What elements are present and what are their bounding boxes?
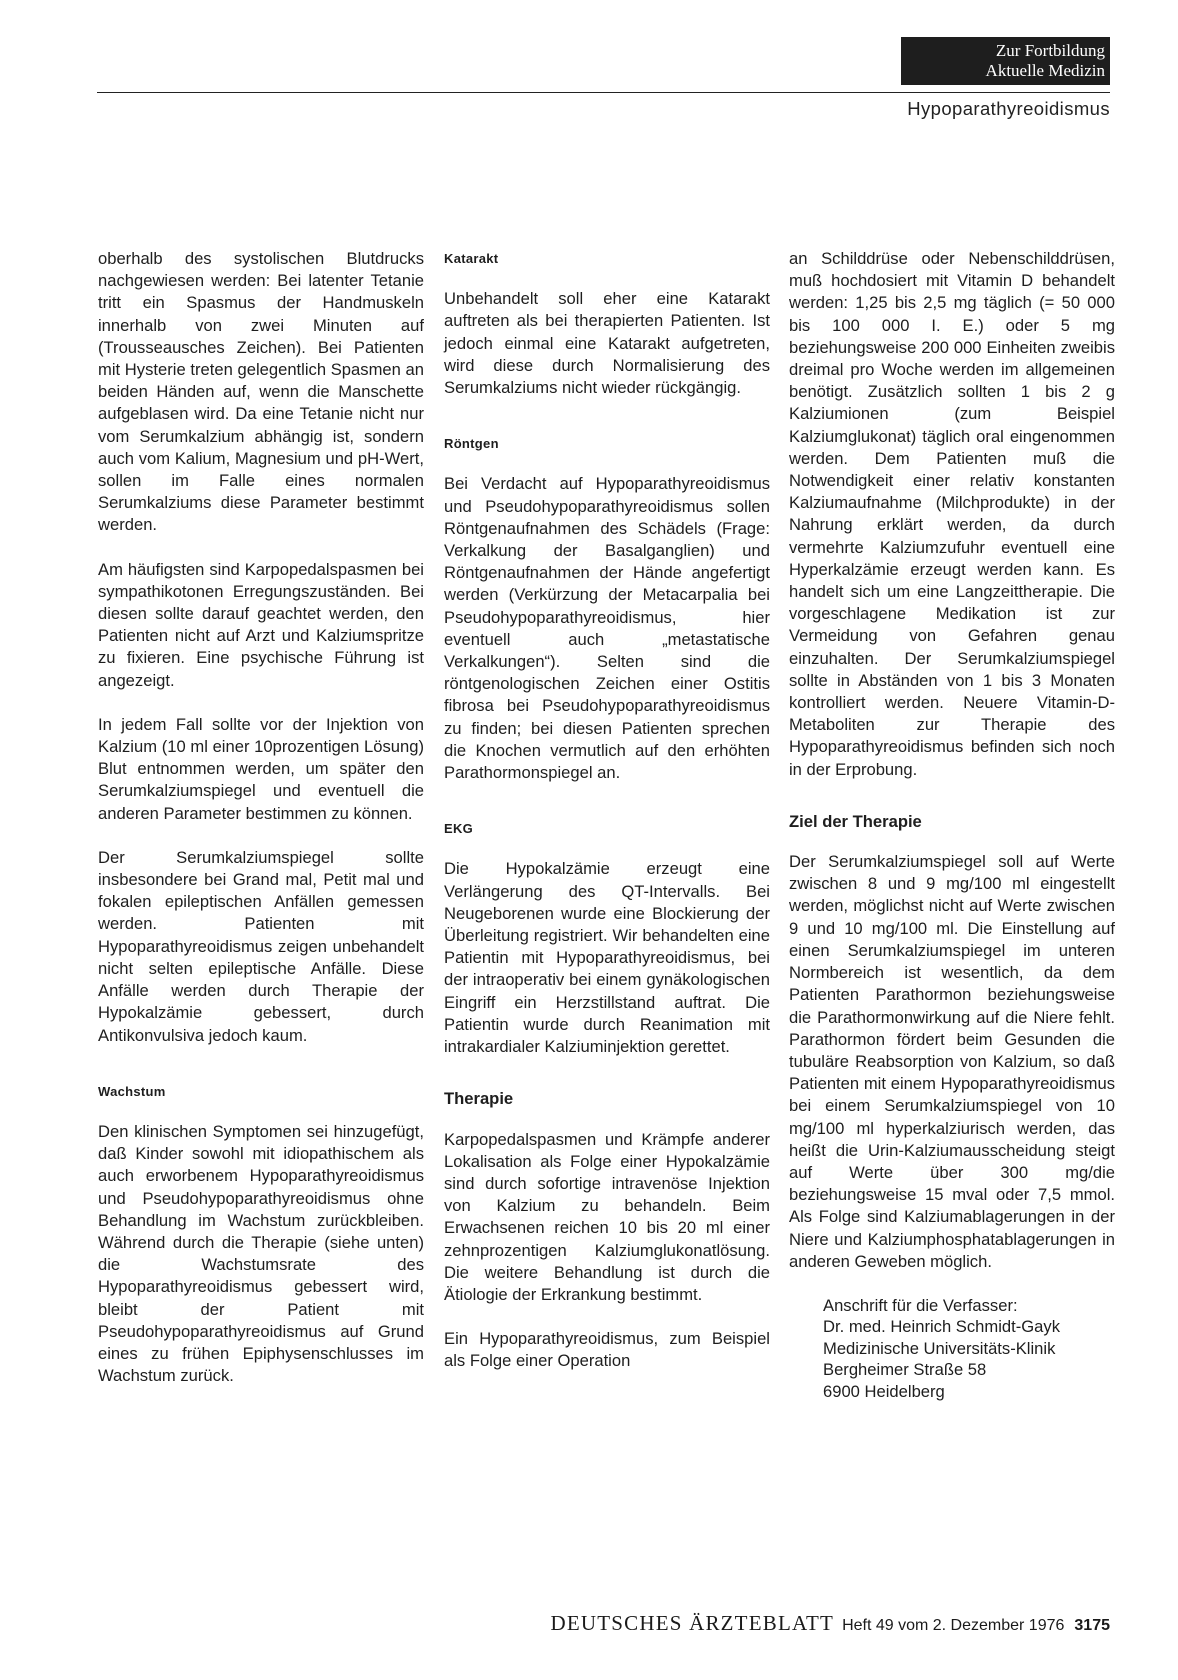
badge-line-medizin: Aktuelle Medizin: [985, 61, 1105, 80]
paragraph: Unbehandelt soll eher eine Katarakt auftreten als bei therapierten Patienten. Ist jedoch einmal eine Katarakt aufgetreten, wird diese durch Normalisierung des Serumkalziums nicht wieder rückgängig.: [444, 289, 770, 398]
issue-info: Heft 49 vom 2. Dezember 1976: [842, 1617, 1065, 1634]
paragraph: In jedem Fall sollte vor der Injektion von Kalzium (10 ml einer 10prozentigen Lösung) Blut entnommen werden, um später den Serumkalziumspiegel und eventuell die anderen Parameter bestimmen zu können.: [98, 714, 424, 823]
address-line: Bergheimer Straße 58: [823, 1360, 987, 1380]
paragraph: oberhalb des systolischen Blutdrucks nachgewiesen werden: Bei latenter Tetanie tritt ein Spasmus der Handmuskeln innerhalb von zwei Minuten auf (Trousseausches Zeichen). Bei Patienten mit Hysterie treten gelegentlich Spasmen an beiden Händen auf, wenn die Manschette aufgeblasen wird. Da eine Tetanie nicht nur vom Serumkalzium abhängig ist, sondern auch vom Kalium, Magnesium und pH-Wert, sollen im Falle eines normalen Serumkalziums diese Parameter bestimmt werden.: [98, 249, 424, 535]
address-line: 6900 Heidelberg: [823, 1381, 945, 1401]
paragraph: an Schilddrüse oder Nebenschilddrüsen, muß hochdosiert mit Vitamin D behandelt werden: 1,25 bis 2,5 mg täglich (= 50 000 bis 100 000 I. E.) oder 5 mg beziehungsweise 200 000 Einheiten zweibis dreimal pro Woche werden im allgemeinen benötigt. Zusätzlich sollten 1 bis 2 g Kalziumionen (zum Beispiel Kalziumglukonat) täglich oral eingenommen werden. Dem Patienten muß die Notwendigkeit einer relativ konstanten Kalziumaufnahme (Milchprodukte) in der Nahrung erklärt werden, da durch vermehrte Kalziumzufuhr eventuell eine Hyperkalzämie erzeugt werden kann. Es handelt sich um eine Langzeittherapie. Die vorgeschlagene Medikation ist zur Vermeidung von Gefahren genau einzuhalten. Der Serumkalziumspiegel sollte in Abständen von 1 bis 3 Monaten kontrolliert werden. Neuere Vitamin-D-Metaboliten zur Therapie des Hypoparathyreoidismus befinden sich noch in der Erprobung.: [789, 249, 1115, 779]
paragraph: Den klinischen Symptomen sei hinzugefügt, daß Kinder sowohl mit idiopathischem als auch erworbenem Hypoparathyreoidismus und Pseudohypoparathyreoidismus ohne Behandlung im Wachstum zurückbleiben. Während durch die Therapie (siehe unten) die Wachstumsrate des Hypoparathyreoidismus gebessert wird, bleibt der Patient mit Pseudohypoparathyreoidismus auf Grund eines zu frühen Epiphysenschlusses im Wachstum zurück.: [98, 1121, 424, 1386]
paragraph: Der Serumkalziumspiegel sollte insbesondere bei Grand mal, Petit mal und fokalen epileptischen Anfällen gemessen werden. Patienten mit Hypoparathyreoidismus zeigen unbehandelt nicht selten epileptische Anfälle. Diese Anfälle werden durch Therapie der Hypokalzämie gebessert, durch Antikonvulsiva jedoch kaum.: [98, 847, 424, 1045]
heading-ekg: EKG: [444, 821, 474, 837]
column-2: [444, 248, 770, 1395]
author-address: [823, 1295, 1115, 1403]
paragraph: Karpopedalspasmen und Krämpfe anderer Lokalisation als Folge einer Hypokalzämie sind durch sofortige intravenöse Injektion von Kalzium zu behandeln. Beim Erwachsenen reichen 10 bis 20 ml einer zehnprozentigen Kalziumglukonatlösung. Die weitere Behandlung ist durch die Ätiologie der Erkrankung bestimmt.: [444, 1129, 770, 1304]
heading-roentgen: Röntgen: [444, 436, 499, 452]
publication-name: DEUTSCHES ÄRZTEBLATT: [550, 1611, 835, 1635]
paragraph: Die Hypokalzämie erzeugt eine Verlängerung des QT-Intervalls. Bei Neugeborenen wurde eine Blockierung der Überleitung registriert. Wir behandelten eine Patientin mit Hypoparathyreoidismus, bei der intraoperativ bei einem gynäkologischen Eingriff ein Herzstillstand auftrat. Die Patientin wurde durch Reanimation mit intrakardialer Kalziuminjektion gerettet.: [444, 859, 770, 1057]
heading-ziel-der-therapie: Ziel der Therapie: [789, 811, 922, 831]
paragraph: Bei Verdacht auf Hypoparathyreoidismus und Pseudohypoparathyreoidismus sollen Röntgenaufnahmen des Schädels (Frage: Verkalkung der Basalganglien) und Röntgenaufnahmen der Hände angefertigt werden (Verkürzung der Metacarpalia bei Pseudohypoparathyreoidismus, hier eventuell auch „metastatische Verkalkungen“). Selten sind die röntgenologischen Zeichen einer Ostitis fibrosa bei Pseudohypoparathyreoidismus zu finden; bei diesen Patienten sprechen die Knochen vermutlich auf den erhöhten Parathormonspiegel an.: [444, 474, 770, 783]
column-3: [789, 248, 1115, 1402]
address-line: Anschrift für die Verfasser:: [823, 1295, 1018, 1315]
address-line: Dr. med. Heinrich Schmidt-Gayk: [823, 1317, 1060, 1337]
badge-line-fortbildung: Zur Fortbildung: [995, 41, 1105, 60]
heading-therapie: Therapie: [444, 1089, 514, 1109]
paragraph: Ein Hypoparathyreoidismus, zum Beispiel als Folge einer Operation: [444, 1329, 770, 1371]
heading-wachstum: Wachstum: [98, 1083, 166, 1099]
article-topic: Hypoparathyreoidismus: [907, 98, 1110, 119]
section-badge: [901, 37, 1110, 85]
page-number: 3175: [1074, 1617, 1110, 1634]
paragraph: Am häufigsten sind Karpopedalspasmen bei sympathikotonen Erregungszuständen. Bei diesen sollte darauf geachtet werden, den Patienten nicht auf Arzt und Kalziumspritze zu fixieren. Eine psychische Führung ist angezeigt.: [98, 559, 424, 690]
heading-katarakt: Katarakt: [444, 251, 499, 266]
column-1: [98, 248, 424, 1409]
page-footer: [550, 1611, 1110, 1636]
paragraph: Der Serumkalziumspiegel soll auf Werte zwischen 8 und 9 mg/100 ml eingestellt werden, möglichst nicht auf Werte zwischen 9 und 10 mg/100 ml. Die Einstellung auf einen Serumkalziumspiegel im unteren Normbereich ist wesentlich, da dem Patienten Parathormon beziehungsweise die Parathormonwirkung auf die Niere fehlt. Parathormon fördert beim Gesunden die tubuläre Reabsorption von Kalzium, so daß Patienten mit einem Hypoparathyreoidismus bei einem Serumkalziumspiegel von 10 mg/100 ml hyperkalziurisch werden, das heißt die Urin-Kalziumausscheidung steigt auf Werte über 300 mg/die beziehungsweise 15 mval oder 7,5 mmol. Als Folge sind Kalziumablagerungen in der Niere und Kalziumphosphatablagerungen in anderen Geweben möglich.: [789, 852, 1115, 1271]
address-line: Medizinische Universitäts-Klinik: [823, 1338, 1056, 1358]
header-rule: [97, 92, 1110, 93]
